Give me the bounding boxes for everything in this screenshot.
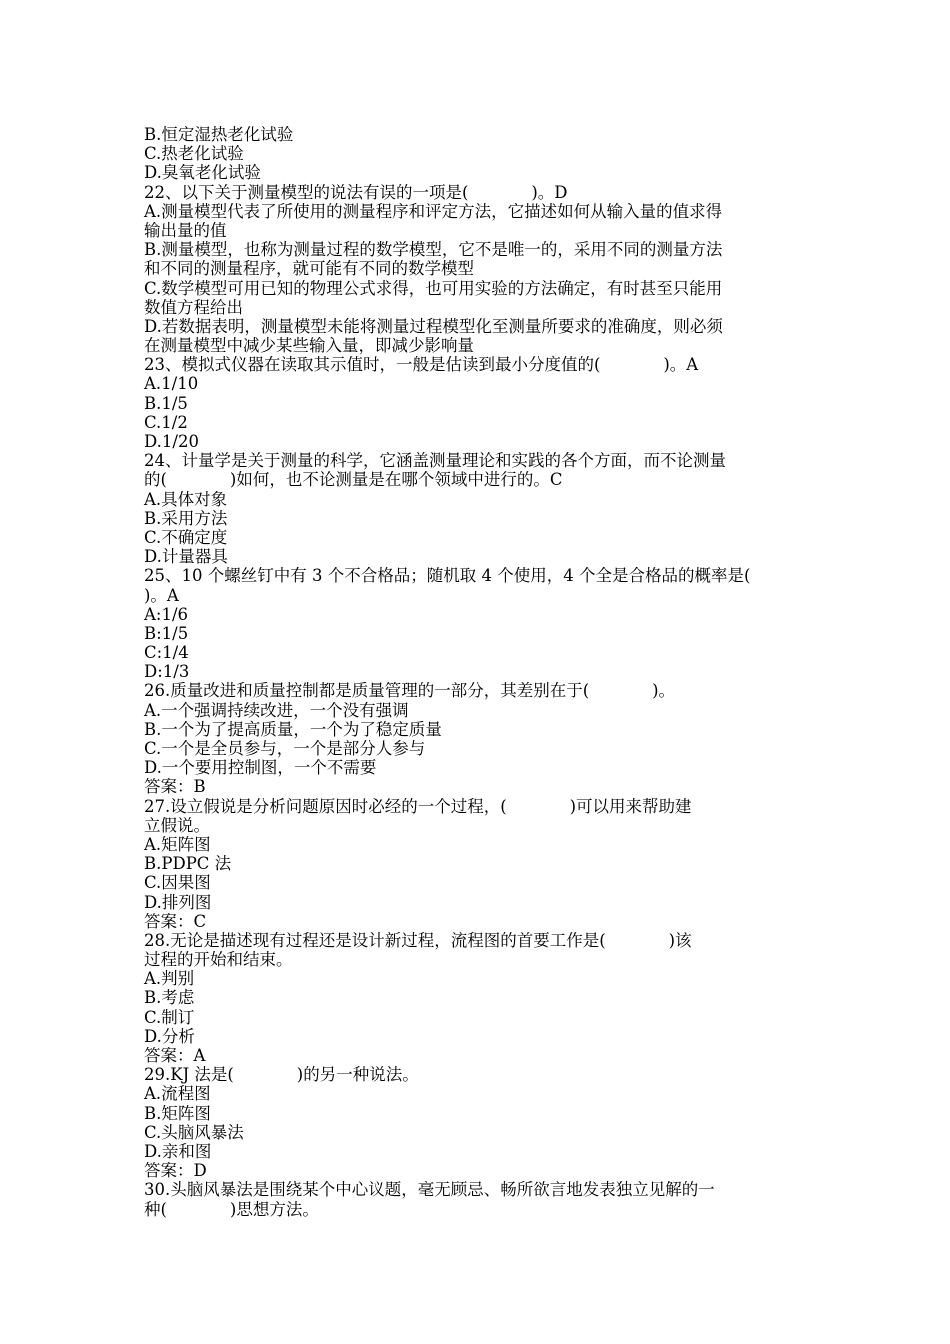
text-line: B.恒定湿热老化试验 <box>144 125 294 144</box>
text-line: C.一个是全员参与，一个是部分人参与 <box>144 739 426 758</box>
text-line: D:1/3 <box>144 662 190 682</box>
question-30: 30.头脑风暴法是围绕某个中心议题，毫无顾忌、畅所欲言地发表独立见解的一 <box>144 1180 715 1200</box>
text-line: D.1/20 <box>144 432 199 451</box>
text-line: C:1/4 <box>144 643 189 663</box>
text-line: C.制订 <box>144 1007 195 1027</box>
text-line: B.测量模型，也称为测量过程的数学模型，它不是唯一的，采用不同的测量方法 <box>144 240 723 260</box>
text-line: A:1/6 <box>144 604 189 624</box>
document-page <box>144 125 808 1219</box>
text-line: 数值方程给出 <box>144 297 243 317</box>
question-29: 29.KJ 法是( )的另一种说法。 <box>144 1065 419 1085</box>
text-line: A.测量模型代表了所使用的测量程序和评定方法，它描述如何从输入量的值求得 <box>144 201 723 221</box>
text-line: 种( )思想方法。 <box>144 1199 319 1219</box>
question-23: 23、模拟式仪器在读取其示值时，一般是估读到最小分度值的( )。A <box>144 355 699 375</box>
text-line: )。A <box>144 585 179 605</box>
text-line: D.亲和图 <box>144 1141 212 1161</box>
text-line: C.头脑风暴法 <box>144 1122 244 1142</box>
text-line: B.PDPC 法 <box>144 854 232 874</box>
question-22: 22、以下关于测量模型的说法有误的一项是( )。D <box>144 182 568 202</box>
text-line: D.臭氧老化试验 <box>144 163 261 183</box>
text-line: C.热老化试验 <box>144 144 244 164</box>
text-line: A.一个强调持续改进，一个没有强调 <box>144 700 409 720</box>
text-line: 在测量模型中减少某些输入量，即减少影响量 <box>144 336 474 356</box>
text-line: A.具体对象 <box>144 489 228 509</box>
text-line: 和不同的测量程序，就可能有不同的数学模型 <box>144 259 474 279</box>
text-line: B.一个为了提高质量，一个为了稳定质量 <box>144 719 442 739</box>
text-line: A.流程图 <box>144 1084 211 1104</box>
text-line: D.分析 <box>144 1026 195 1046</box>
text-line: 立假说。 <box>144 815 210 835</box>
answer-line: 答案：D <box>144 1161 207 1181</box>
text-line: 过程的开始和结束。 <box>144 950 293 970</box>
question-24: 24、计量学是关于测量的科学，它涵盖测量理论和实践的各个方面，而不论测量 <box>144 451 726 471</box>
question-28: 28.无论是描述现有过程还是设计新过程，流程图的首要工作是( )该 <box>144 930 692 950</box>
answer-line: 答案：A <box>144 1046 206 1065</box>
question-26: 26.质量改进和质量控制都是质量管理的一部分，其差别在于( )。 <box>144 681 676 701</box>
text-line: 的( )如何，也不论测量是在哪个领域中进行的。C <box>144 470 563 490</box>
text-line: A.矩阵图 <box>144 834 211 854</box>
text-line: B.矩阵图 <box>144 1103 211 1123</box>
text-line: C.因果图 <box>144 873 211 893</box>
answer-line: 答案：C <box>144 911 207 931</box>
question-27: 27.设立假说是分析问题原因时必经的一个过程，( )可以用来帮助建 <box>144 796 692 816</box>
text-line: 输出量的值 <box>144 220 227 240</box>
text-line: C.1/2 <box>144 412 188 432</box>
question-25: 25、10 个螺丝钉中有 3 个不合格品；随机取 4 个使用，4 个全是合格品的概率是( <box>144 566 751 586</box>
text-line: D.排列图 <box>144 892 212 912</box>
text-line: B.考虑 <box>144 988 195 1008</box>
text-line: B.采用方法 <box>144 508 228 528</box>
text-line: D.一个要用控制图，一个不需要 <box>144 758 377 778</box>
text-line: B.1/5 <box>144 393 188 413</box>
text-line: A.1/10 <box>144 374 199 394</box>
text-line: A.判别 <box>144 969 195 989</box>
text-line: D.若数据表明，测量模型未能将测量过程模型化至测量所要求的准确度，则必须 <box>144 316 723 336</box>
text-line: C.不确定度 <box>144 527 228 547</box>
text-line: C.数学模型可用已知的物理公式求得，也可用实验的方法确定，有时甚至只能用 <box>144 278 723 298</box>
answer-line: 答案：B <box>144 777 206 797</box>
text-line: B:1/5 <box>144 623 189 643</box>
text-line: D.计量器具 <box>144 547 228 567</box>
